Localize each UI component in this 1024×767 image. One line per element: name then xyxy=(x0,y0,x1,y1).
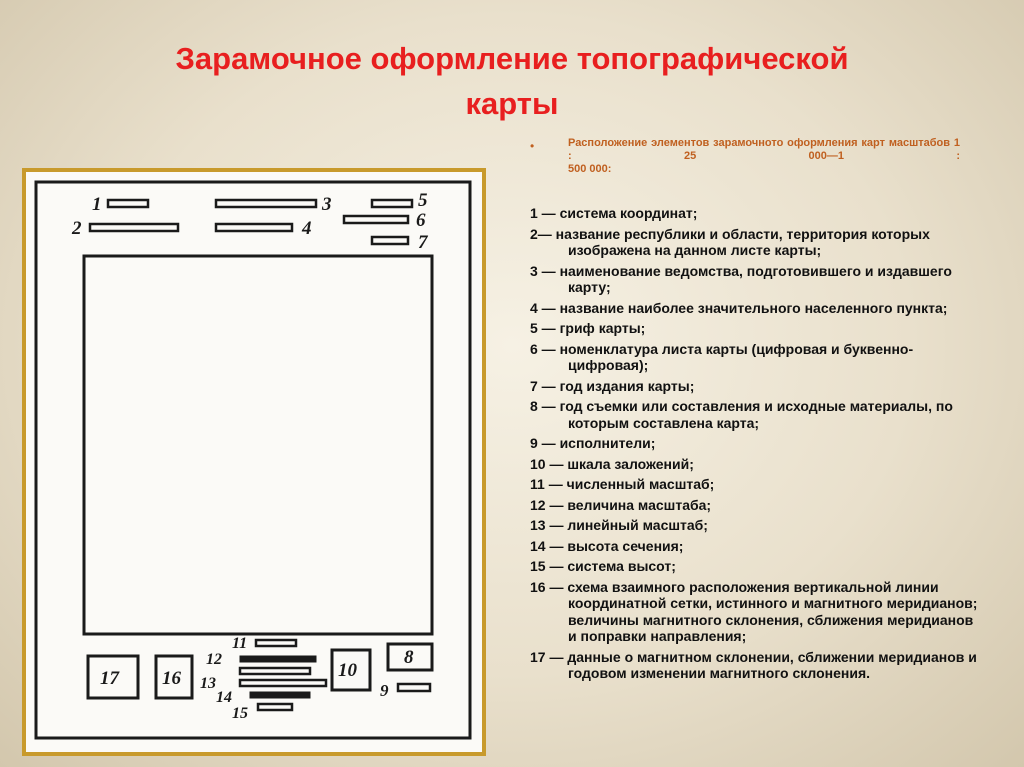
legend-item: 3 — наименование ведомства, подготовившего и издавшего карту; xyxy=(530,262,952,295)
bar-9 xyxy=(398,684,430,691)
label-5: 5 xyxy=(418,190,428,211)
label-7: 7 xyxy=(418,232,428,253)
legend-item: 7 — год издания карты; xyxy=(530,377,695,394)
legend-item: 4 — название наиболее значительного населенного пункта; xyxy=(530,299,948,316)
legend-item: 2— название республики и области, территория которых изображена на данном листе карты; xyxy=(530,225,930,258)
legend-item: 10 — шкала заложений; xyxy=(530,455,694,472)
legend-item: 6 — номенклатура листа карты (цифровая и буквенно-цифровая); xyxy=(530,340,914,373)
bar-11 xyxy=(256,640,296,646)
subtitle-bullet xyxy=(530,137,960,176)
bar-6 xyxy=(344,216,408,223)
legend-item: 15 — система высот; xyxy=(530,558,676,574)
label-16: 16 xyxy=(162,668,181,689)
map-layout-diagram xyxy=(22,168,486,756)
bar-13 xyxy=(240,680,326,686)
subtitle-text-b: 500 000: xyxy=(568,163,612,175)
diagram-drawing xyxy=(26,172,482,752)
legend-item: 14 — высота сечения; xyxy=(530,537,684,554)
label-2: 2 xyxy=(72,218,82,239)
bar-7 xyxy=(372,237,408,244)
label-12: 12 xyxy=(206,651,222,668)
title-line-1: Зарамочное оформление топографической xyxy=(175,41,849,76)
subtitle-text xyxy=(568,137,960,176)
legend-item: 9 — исполнители; xyxy=(530,435,656,451)
legend-item: 1 — система координат; xyxy=(530,205,698,221)
bar-4 xyxy=(216,224,292,231)
label-1: 1 xyxy=(92,194,102,215)
bullet-icon: • xyxy=(530,139,535,153)
label-8: 8 xyxy=(404,647,414,668)
legend-list xyxy=(530,205,980,686)
label-3: 3 xyxy=(322,194,332,215)
bar-15 xyxy=(258,704,292,710)
label-15: 15 xyxy=(232,705,248,722)
slide-title xyxy=(0,36,1024,126)
bar-12b xyxy=(240,668,310,674)
label-13: 13 xyxy=(200,675,216,692)
legend-item: 16 — схема взаимного расположения вертикальной линии координатной сетки, истинного и магнитного меридианов; величины магнитного склонения, сближения меридианов и поправки направления; xyxy=(530,578,978,644)
bar-3 xyxy=(216,200,316,207)
label-10: 10 xyxy=(338,660,357,681)
label-11: 11 xyxy=(232,635,248,652)
bar-5 xyxy=(372,200,412,207)
inner-map-frame xyxy=(84,256,432,634)
bar-1 xyxy=(108,200,148,207)
legend-item: 12 — величина масштаба; xyxy=(530,496,712,513)
label-9: 9 xyxy=(380,681,389,700)
label-4: 4 xyxy=(302,218,312,239)
bar-12 xyxy=(240,656,316,662)
legend-item: 17 — данные о магнитном склонении, сближении меридианов и годовом изменении магнитного склонения. xyxy=(530,648,977,681)
label-6: 6 xyxy=(416,210,426,231)
subtitle-text-a: Расположение элементов зарамочното оформления карт масштабов 1 : 25 000—1 : xyxy=(568,137,960,162)
bar-14 xyxy=(250,692,310,698)
label-17: 17 xyxy=(100,668,119,689)
legend-item: 11 — численный масштаб; xyxy=(530,476,715,492)
bar-2 xyxy=(90,224,178,231)
label-14: 14 xyxy=(216,689,232,706)
title-line-2: карты xyxy=(465,86,559,121)
legend-item: 8 — год съемки или составления и исходные материалы, по которым составлена карта; xyxy=(530,398,953,431)
legend-item: 5 — гриф карты; xyxy=(530,320,646,336)
legend-item: 13 — линейный масштаб; xyxy=(530,517,708,533)
